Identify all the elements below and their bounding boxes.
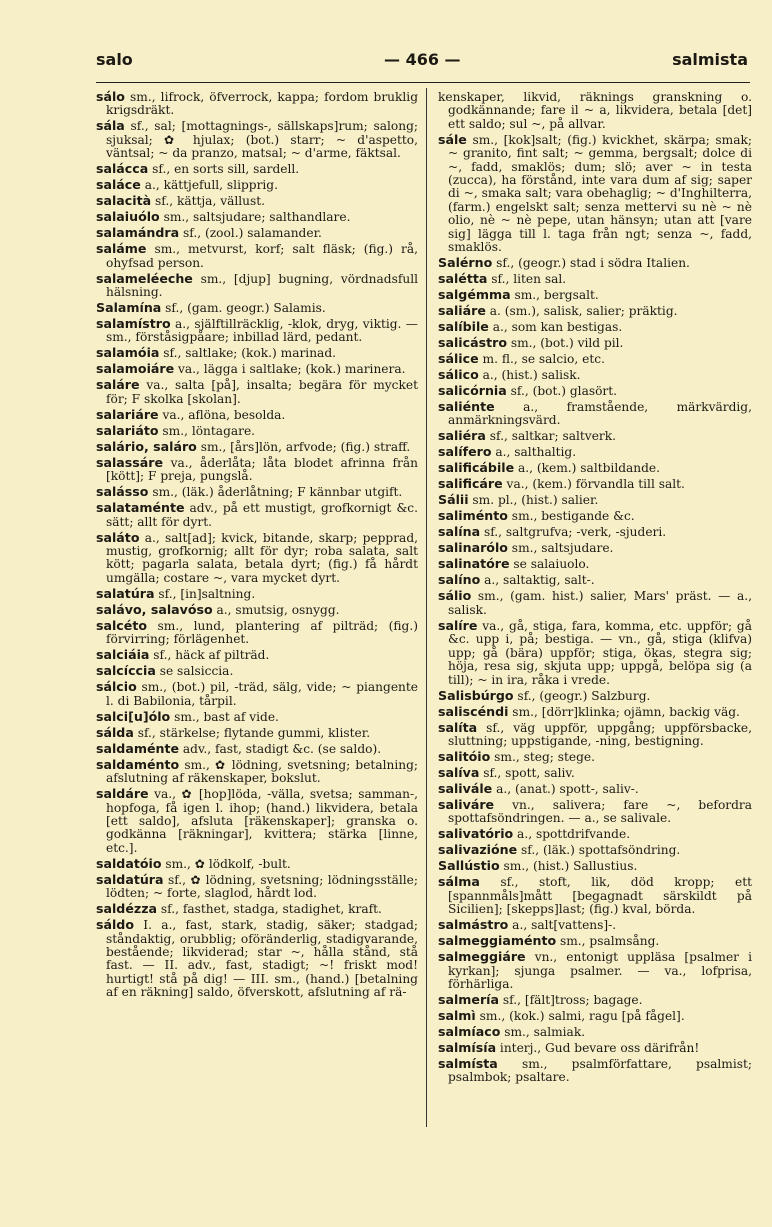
entry-definition: a., salt[ad]; kvick, bitande, skarp; pepprad, mustig, grofkornig; allt för dyr; roba salata, salt kött; pagarla salata, betala dyrt; (fig.) få hårdt umgälla; costare ~, vara mycket dyrt. [106, 530, 418, 585]
entry-definition: sf., spott, saliv. [479, 765, 575, 780]
entry-headword: salíva [438, 764, 480, 780]
page-number: — 466 — [384, 50, 461, 69]
dictionary-entry [96, 317, 418, 345]
dictionary-entry [96, 178, 418, 192]
dictionary-entry [438, 798, 752, 826]
dictionary-entry [96, 619, 418, 647]
entry-headword: salcíccia [96, 663, 156, 679]
entry-headword: salinarólo [438, 540, 508, 556]
dictionary-entry [438, 859, 752, 873]
dictionary-entry [438, 445, 752, 459]
entry-definition: m. fl., se salcio, etc. [478, 352, 605, 367]
dictionary-entry [96, 758, 418, 786]
dictionary-entry [438, 875, 752, 916]
entry-headword: salíta [438, 719, 478, 735]
entry-definition: sf., stärkelse; flytande gummi, klister. [133, 725, 371, 740]
entry-headword: saláme [96, 241, 147, 257]
entry-headword: salicórnia [438, 383, 507, 399]
entry-definition: va., salta [på], insalta; begära för mycket för; F skolka [skolan]. [106, 378, 418, 406]
dictionary-entry [96, 873, 418, 901]
dictionary-entry [438, 557, 752, 571]
entry-definition: sf., kättja, vällust. [151, 194, 266, 209]
dictionary-entry [96, 902, 418, 916]
entry-definition: sf., (gam. geogr.) Salamis. [161, 301, 326, 316]
entry-headword: salataménte [96, 500, 185, 516]
entry-definition: sf., väg uppför, uppgång; uppförsbacke, sluttning; uppstigande, -ning, bestigning. [448, 720, 752, 748]
entry-definition: sm., ✿ lödkolf, -bult. [161, 856, 291, 871]
entry-definition: a., spottdrifvande. [513, 827, 631, 842]
header-guide-word-right: salmista [672, 50, 748, 69]
entry-definition: sm., [års]lön, arfvode; (fig.) straff. [196, 439, 411, 454]
entry-headword: Sálii [438, 492, 469, 508]
entry-definition: va., lägga i saltlake; (kok.) marinera. [174, 362, 406, 377]
dictionary-entry [96, 787, 418, 855]
dictionary-entry [438, 90, 752, 131]
entry-definition: sm., saltsjudare. [507, 541, 614, 556]
entry-definition: a., saltaktig, salt-. [480, 573, 595, 588]
entry-headword: salmísía [438, 1039, 497, 1055]
entry-headword: sálcio [96, 679, 137, 695]
dictionary-entry [96, 726, 418, 740]
entry-headword: sálo [96, 89, 125, 104]
entry-headword: saldatúra [96, 871, 164, 887]
entry-headword: saláce [96, 177, 141, 193]
entry-headword: salitóio [438, 748, 491, 764]
entry-headword: sálio [438, 588, 472, 604]
entry-definition: a. (sm.), salisk, salier; präktig. [485, 304, 678, 319]
dictionary-entry [438, 782, 752, 796]
dictionary-entry [438, 384, 752, 398]
entry-headword: salificáre [438, 476, 503, 492]
entry-headword: salaiuólo [96, 209, 160, 225]
entry-definition: sf., fasthet, stadga, stadighet, kraft. [157, 902, 382, 917]
entry-definition: sm., psalmförfattare, psalmist; psalmbok; psaltare. [448, 1056, 752, 1085]
dictionary-entry [96, 648, 418, 662]
entry-headword: salíre [438, 617, 478, 633]
dictionary-entry [438, 320, 752, 334]
entry-headword: salassáre [96, 454, 164, 470]
entry-headword: salicástro [438, 335, 507, 351]
entry-definition: se salsiccia. [155, 664, 234, 679]
entry-definition: sf., [in]saltning. [154, 586, 256, 601]
entry-definition: va., (kem.) förvandla till salt. [502, 477, 685, 492]
entry-definition: sm., bestigande &c. [507, 509, 635, 524]
entry-headword: salamístro [96, 316, 171, 332]
entry-definition: sf., liten sal. [487, 272, 567, 287]
dictionary-entry [96, 742, 418, 756]
entry-definition: a., själftillräcklig, -klok, dryg, viktig. — sm., förståsigpåare; inbillad lärd, pedant. [106, 317, 418, 345]
dictionary-entry [96, 710, 418, 724]
entry-definition: a., som kan bestigas. [488, 320, 623, 335]
entry-headword: saldatóio [96, 855, 162, 871]
entry-headword: salamoiáre [96, 361, 175, 377]
dictionary-entry [96, 531, 418, 586]
entry-definition: a., (kem.) saltbildande. [514, 461, 661, 476]
entry-definition: vn., salivera; fare ~, befordra spottafsöndringen. — a., se salivale. [448, 797, 752, 826]
dictionary-entry [438, 541, 752, 555]
entry-definition: adv., på ett mustigt, grofkornigt &c. sätt; allt för dyrt. [106, 501, 418, 529]
entry-headword: salmeggiáre [438, 949, 526, 965]
dictionary-entry [438, 304, 752, 318]
entry-headword: salamándra [96, 225, 180, 241]
dictionary-entry [438, 368, 752, 382]
entry-headword: salífero [438, 444, 492, 460]
dictionary-entry [438, 950, 752, 991]
entry-headword: saldaménto [96, 756, 180, 772]
entry-headword: salciáia [96, 647, 150, 663]
entry-definition: sm., salmiak. [500, 1024, 586, 1039]
entry-definition: se salaiuolo. [509, 557, 590, 572]
entry-definition: I. a., fast, stark, stadig, säker; stadgad; ståndaktig, orubblig; oföränderlig, stadigvarande, bestående; likviderad; star ~, hålla stånd, stå fast. — II. adv., fast, stadigt; ~! friskt mod! hurtigt! stå på dig! — III. sm., (hand.) [betalning af en räkning] saldo, öfverskott, afslutning af rä- [106, 918, 418, 1000]
entry-definition: va., aflöna, besolda. [158, 407, 286, 422]
entry-headword: salína [438, 524, 481, 540]
entry-definition: sm., (bot.) pil, -träd, sälg, vide; ~ piangente l. di Babilonia, tårpil. [106, 680, 418, 708]
dictionary-entry [438, 918, 752, 932]
entry-definition: va., ✿ [hop]löda, -välla, svetsa; samman-, hopfoga, få igen l. ihop; (hand.) likvidera, betala [ett saldo], afsluta [räkenskaper]; granska o. godkänna [räkningar], kvittera; stärka [linne, etc.]. [106, 787, 418, 855]
dictionary-entry [438, 1009, 752, 1023]
entry-headword: salcéto [96, 617, 147, 633]
entry-headword: salci[u]ólo [96, 708, 171, 724]
dictionary-entry [96, 119, 418, 160]
entry-headword: Salamína [96, 300, 162, 316]
dictionary-entry [96, 918, 418, 999]
left-column [96, 90, 418, 1001]
entry-definition: a., kättjefull, slipprig. [140, 178, 278, 193]
entry-definition: sm., (kok.) salmi, ragu [på fågel]. [475, 1008, 685, 1023]
dictionary-entry [438, 573, 752, 587]
entry-definition: a., smutsig, osnygg. [212, 602, 340, 617]
dictionary-entry [438, 352, 752, 366]
dictionary-entry [96, 408, 418, 422]
entry-definition: va., åderlåta; låta blodet afrinna från [kött]; F preja, pungslå. [106, 455, 418, 484]
dictionary-entry [96, 603, 418, 617]
dictionary-entry [96, 272, 418, 300]
entry-headword: salmísta [438, 1055, 498, 1071]
entry-definition: sf., sal; [mottagnings-, sällskaps]rum; salong; sjuksal; ✿ hjulax; (bot.) starr; ~ d'aspetto, väntsal; ~ da pranzo, matsal; ~ d'arme, fäktsal. [106, 119, 418, 161]
entry-headword: saliscéndi [438, 703, 509, 719]
dictionary-entry [438, 1041, 752, 1055]
dictionary-entry [438, 689, 752, 703]
dictionary-entry [438, 461, 752, 475]
entry-headword: salíbile [438, 319, 489, 335]
entry-definition: sf., [fält]tross; bagage. [499, 992, 643, 1007]
entry-headword: salatúra [96, 585, 155, 601]
entry-headword: sálma [438, 874, 480, 890]
entry-definition: sf., (geogr.) stad i södra Italien. [492, 256, 690, 271]
entry-definition: sf., ✿ lödning, svetsning; lödningsställe; lödten; ~ forte, slaglod, hårdt lod. [106, 872, 418, 901]
dictionary-entry [438, 619, 752, 687]
dictionary-entry [96, 242, 418, 270]
entry-definition: sm., (gam. hist.) salier, Mars' präst. — a., salisk. [448, 589, 752, 617]
entry-definition: interj., Gud bevare oss därifrån! [496, 1040, 700, 1055]
entry-definition: sm., löntagare. [158, 423, 256, 438]
header-rule [96, 82, 750, 83]
entry-definition: sm., lund, plantering af pilträd; (fig.) förvirring; förlägenhet. [106, 618, 418, 647]
entry-headword: sálda [96, 724, 134, 740]
right-column [438, 90, 752, 1086]
entry-headword: saldaménte [96, 740, 180, 756]
entry-definition: sm., psalmsång. [556, 934, 660, 949]
dictionary-entry [438, 256, 752, 270]
entry-definition: sm., bast af vide. [170, 709, 279, 724]
entry-definition: a., framstående, märkvärdig, anmärkningsvärd. [448, 400, 752, 428]
entry-headword: saldézza [96, 901, 158, 917]
entry-headword: saliéra [438, 428, 486, 444]
dictionary-entry [438, 477, 752, 491]
entry-headword: salétta [438, 271, 488, 287]
entry-headword: saliménto [438, 508, 508, 524]
entry-headword: Sallústio [438, 858, 500, 874]
entry-headword: saldáre [96, 786, 149, 802]
dictionary-entry [438, 827, 752, 841]
entry-headword: salivále [438, 780, 493, 796]
entry-definition: sf., (zool.) salamander. [179, 226, 322, 241]
entry-definition: a., salt[vattens]-. [508, 918, 617, 933]
entry-headword: salmì [438, 1007, 476, 1023]
dictionary-entry [438, 336, 752, 350]
dictionary-entry [96, 680, 418, 708]
entry-definition: sm., (bot.) vild pil. [506, 336, 624, 351]
entry-headword: salíno [438, 572, 481, 588]
entry-definition: sm., metvurst, korf; salt fläsk; (fig.) rå, ohyfsad person. [106, 242, 418, 270]
dictionary-entry [438, 750, 752, 764]
entry-headword: salivatório [438, 826, 514, 842]
entry-headword: saliénte [438, 399, 495, 415]
entry-definition: a., (hist.) salisk. [478, 368, 581, 383]
dictionary-entry [96, 301, 418, 315]
dictionary-entry [96, 456, 418, 484]
entry-definition: vn., entonigt uppläsa [psalmer i kyrkan]; sjunga psalmer. — va., lofprisa, förhärliga. [448, 950, 752, 991]
dictionary-entry [438, 525, 752, 539]
entry-headword: Salisbúrgo [438, 687, 514, 703]
entry-headword: saliáre [438, 303, 486, 319]
entry-headword: salariáre [96, 406, 159, 422]
dictionary-entry [438, 429, 752, 443]
entry-definition: kenskaper, likvid, räknings granskning o. godkännande; fare il ~ a, likvidera, betala [det] ett saldo; sul ~, på allvar. [438, 90, 752, 131]
dictionary-entry [438, 1025, 752, 1039]
entry-headword: salameléeche [96, 270, 193, 286]
dictionary-entry [96, 194, 418, 208]
column-divider [426, 88, 427, 1127]
dictionary-entry [438, 400, 752, 428]
entry-headword: salásso [96, 484, 149, 500]
entry-headword: salivazióne [438, 842, 518, 858]
dictionary-entry [438, 705, 752, 719]
dictionary-entry [96, 857, 418, 871]
entry-headword: salamóia [96, 345, 160, 361]
entry-definition: sm., steg; stege. [490, 749, 595, 764]
entry-definition: sf., en sorts sill, sardell. [148, 162, 300, 177]
entry-definition: sm., (läk.) åderlåtning; F kännbar utgift. [148, 485, 403, 500]
dictionary-entry [438, 766, 752, 780]
dictionary-entry [96, 210, 418, 224]
entry-definition: sf., (geogr.) Salzburg. [513, 688, 651, 703]
dictionary-entry [96, 226, 418, 240]
entry-definition: sm., ✿ lödning, svetsning; betalning; afslutning af räkenskaper, bokslut. [106, 757, 418, 786]
entry-definition: sm., bergsalt. [510, 288, 599, 303]
dictionary-entry [438, 993, 752, 1007]
entry-definition: sf., saltlake; (kok.) marinad. [159, 346, 336, 361]
entry-headword: salinatóre [438, 556, 510, 572]
entry-headword: salmástro [438, 917, 509, 933]
entry-definition: sm., lifrock, öfverrock, kappa; fordom bruklig krigsdräkt. [106, 90, 418, 118]
entry-headword: sála [96, 118, 125, 134]
dictionary-entry [96, 90, 418, 118]
entry-headword: salário, saláro [96, 438, 197, 454]
dictionary-entry [438, 133, 752, 255]
dictionary-entry [96, 378, 418, 406]
entry-definition: sf., saltgrufva; -verk, -sjuderi. [480, 525, 667, 540]
entry-headword: saláre [96, 377, 140, 393]
entry-definition: sf., (bot.) glasört. [506, 384, 618, 399]
dictionary-entry [96, 162, 418, 176]
header-guide-word-left: salo [96, 50, 133, 69]
dictionary-entry [96, 440, 418, 454]
entry-headword: sáldo [96, 917, 134, 933]
dictionary-entry [96, 346, 418, 360]
entry-headword: salariáto [96, 422, 159, 438]
dictionary-entry [438, 288, 752, 302]
entry-definition: sf., saltkar; saltverk. [485, 429, 616, 444]
entry-headword: saliváre [438, 796, 495, 812]
entry-headword: salácca [96, 161, 149, 177]
dictionary-entry [438, 843, 752, 857]
dictionary-entry [96, 664, 418, 678]
dictionary-entry [96, 485, 418, 499]
dictionary-entry [438, 1057, 752, 1085]
entry-definition: a., salthaltig. [491, 445, 577, 460]
entry-definition: sf., (läk.) spottafsöndring. [517, 843, 681, 858]
entry-headword: sálice [438, 351, 479, 367]
entry-headword: salávo, salavóso [96, 601, 213, 617]
entry-headword: salmeggiaménto [438, 933, 557, 949]
entry-definition: va., gå, stiga, fara, komma, etc. uppför; gå &c. upp i, på; bestiga. — vn., gå, stiga (klifva) upp; gå (bära) uppför; stiga, ökas, stegra sig; höja, resa sig, skjuta upp; uppgå, belöpa sig (a till); ~ in ira, råka i vrede. [448, 618, 752, 687]
dictionary-entry [438, 272, 752, 286]
entry-headword: saláto [96, 529, 140, 545]
dictionary-entry [96, 587, 418, 601]
entry-definition: a., (anat.) spott-, saliv-. [492, 781, 639, 796]
entry-headword: Salérno [438, 255, 493, 271]
entry-definition: sm., [kok]salt; (fig.) kvickhet, skärpa; smak; ~ granito, fint salt; ~ gemma, bergsalt; dolce di ~, fadd, smaklös; dum; slö; aver ~ in testa (zucca), ha förstånd, inte vara dum af sig; saper di ~, smaka salt; vara obehaglig; ~ d'Inghilterra, (farm.) engelskt salt; senza mettervi su nè ~ nè olio, nè ~ nè pepe, utan hänsyn; utan att [vare sig] lägga till l. taga från ngt; senza ~, fadd, smaklös. [448, 132, 752, 255]
entry-headword: sále [438, 131, 467, 147]
dictionary-entry [438, 493, 752, 507]
entry-definition: sm., [djup] bugning, vördnadsfull hälsning. [106, 271, 418, 300]
entry-headword: salificábile [438, 460, 515, 476]
entry-definition: adv., fast, stadigt &c. (se saldo). [179, 741, 382, 756]
dictionary-entry [438, 934, 752, 948]
dictionary-entry [96, 501, 418, 529]
dictionary-entry [438, 721, 752, 749]
entry-definition: sm., saltsjudare; salthandlare. [159, 210, 351, 225]
dictionary-entry [96, 362, 418, 376]
dictionary-entry [96, 424, 418, 438]
entry-definition: sm. pl., (hist.) salier. [468, 493, 599, 508]
entry-definition: sf., häck af pilträd. [149, 648, 270, 663]
dictionary-entry [438, 589, 752, 617]
entry-headword: salacità [96, 193, 152, 209]
entry-headword: salmería [438, 991, 500, 1007]
entry-definition: sm., [dörr]klinka; ojämn, backig väg. [508, 704, 740, 719]
entry-headword: salmíaco [438, 1023, 501, 1039]
entry-headword: salgémma [438, 287, 511, 303]
entry-definition: sm., (hist.) Sallustius. [499, 859, 638, 874]
entry-headword: sálico [438, 367, 479, 383]
entry-definition: sf., stoft, lik, död kropp; ett [spannmåls]mått [begagnadt särskildt på Sicilien]; [skepps]last; (fig.) kval, börda. [448, 875, 752, 917]
dictionary-entry [438, 509, 752, 523]
